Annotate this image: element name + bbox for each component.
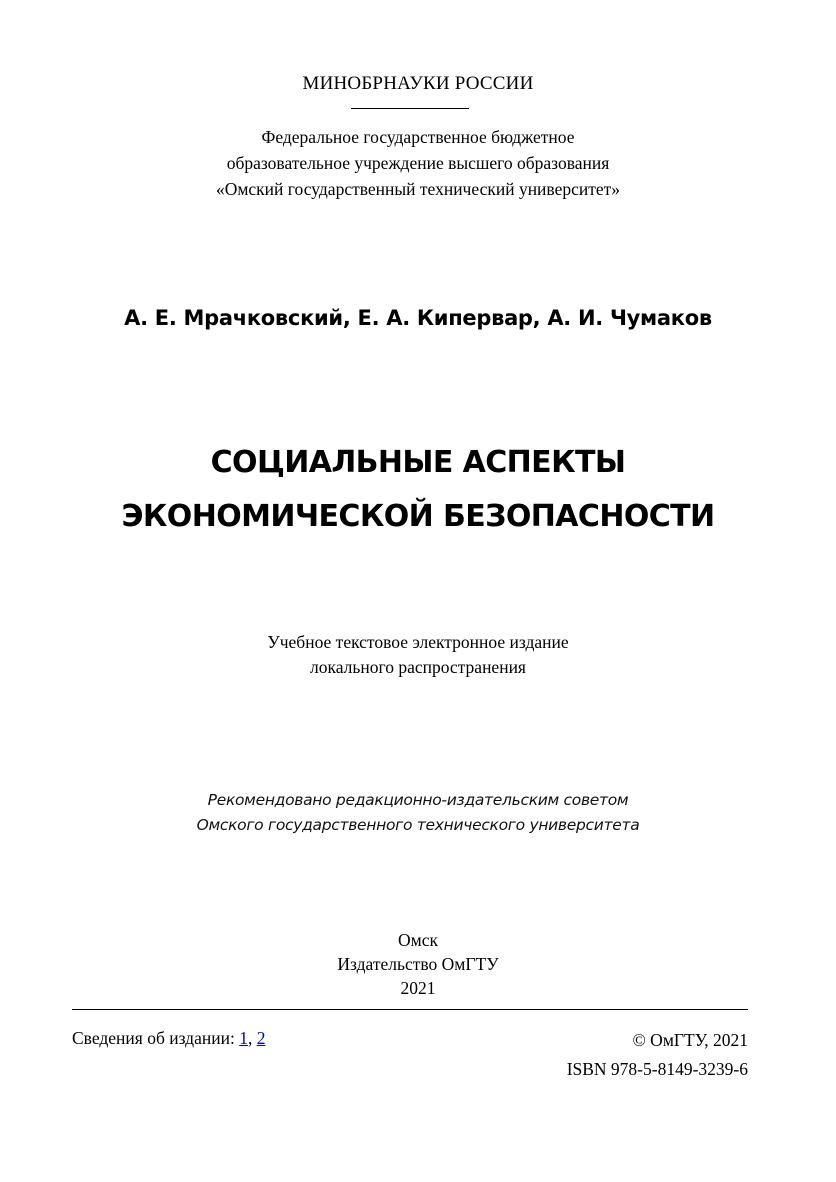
recommendation-line: Рекомендовано редакционно-издательским советом — [207, 791, 629, 809]
edition-type — [0, 630, 836, 680]
imprint — [0, 928, 836, 1000]
institution-line: образовательное учреждение высшего образования — [226, 153, 610, 173]
isbn: ISBN 978-5-8149-3239-6 — [566, 1059, 748, 1079]
edition-info-label: Сведения об издании: — [72, 1028, 235, 1048]
edition-info-link-2[interactable]: 2 — [256, 1028, 266, 1048]
ministry-divider — [351, 108, 469, 109]
recommendation — [0, 788, 836, 838]
edition-info — [72, 1026, 265, 1050]
link-separator: , — [247, 1028, 253, 1048]
book-title — [0, 436, 836, 544]
edition-type-line: локального распространения — [310, 657, 526, 677]
publication-info — [567, 1026, 748, 1084]
edition-type-line: Учебное текстовое электронное издание — [267, 632, 569, 652]
copyright: © ОмГТУ, 2021 — [632, 1030, 748, 1050]
institution-line: «Омский государственный технический университет» — [215, 179, 621, 199]
institution-block — [0, 124, 836, 202]
imprint-city: Омск — [398, 930, 438, 950]
imprint-year: 2021 — [400, 978, 436, 998]
edition-info-link-1[interactable]: 1 — [239, 1028, 248, 1048]
recommendation-line: Омского государственного технического университета — [196, 816, 640, 834]
imprint-publisher: Издательство ОмГТУ — [337, 954, 499, 974]
ministry-name: МИНОБРНАУКИ РОССИИ — [302, 73, 534, 94]
book-title-line: ЭКОНОМИЧЕСКОЙ БЕЗОПАСНОСТИ — [121, 499, 715, 534]
footer-divider — [72, 1009, 748, 1010]
book-title-line: СОЦИАЛЬНЫЕ АСПЕКТЫ — [210, 445, 626, 480]
authors: А. Е. Мрачковский, Е. А. Кипервар, А. И. Чумаков — [124, 306, 712, 330]
institution-line: Федеральное государственное бюджетное — [261, 127, 575, 147]
